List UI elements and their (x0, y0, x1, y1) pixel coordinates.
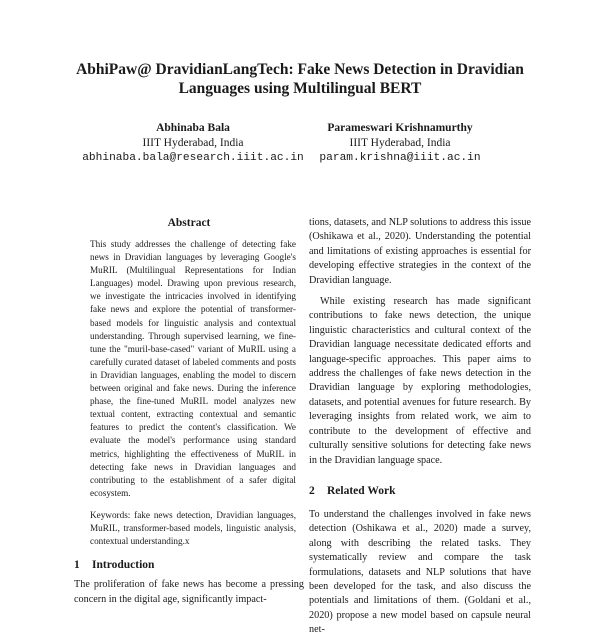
keywords: Keywords: fake news detection, Dravidian languages, MuRIL, transformer-based models, linguistic analysis, contextual understanding.x (90, 509, 296, 547)
author-email: abhinaba.bala@research.iiit.ac.in (82, 152, 304, 164)
section-title: Related Work (327, 484, 396, 497)
author-name: Abhinaba Bala (156, 122, 230, 134)
author-block-1 (78, 121, 308, 166)
author-block-2 (300, 121, 500, 166)
related-work-paragraph: To understand the challenges involved in fake news detection (Oshikawa et al., 2020) made a survey, along with describing the related tasks. They systematically review and compare the task formulations, datasets and NLP solutions that have been developed for the task, and also discuss the potentials and limitations of them. (Goldani et al., 2020) propose a new model based on capsule neural net- (309, 508, 531, 636)
abstract-heading: Abstract (167, 217, 211, 229)
intro-paragraph: The proliferation of fake news has become a pressing concern in the digital age, significantly impact- (74, 579, 304, 605)
left-column (74, 216, 304, 607)
abstract-text: This study addresses the challenge of detecting fake news in Dravidian languages by leveraging Google's MuRIL (Multilingual Representations for Indian Languages) model. Drawing upon previous research, we investigate the intricacies involved in identifying fake news and explore the potential of transformer-based models for linguistic analysis and contextual understanding. Through supervised learning, we fine-tune the "muril-base-cased" variant of MuRIL using a carefully curated dataset of labeled comments and posts in Dravidian languages, enabling the model to discern between original and fake news. During the inference phase, the fine-tuned MuRIL model analyzes new textual content, extracting contextual and semantic features to predict the content's classification. We evaluate the model's performance using standard metrics, highlighting the effectiveness of MuRIL in detecting fake news in Dravidian languages and contributing to the establishment of a safer digital ecosystem. (90, 239, 296, 498)
author-name: Parameswari Krishnamurthy (327, 122, 473, 134)
section-title: Introduction (92, 559, 155, 572)
section-heading-related-work (309, 484, 531, 498)
author-affiliation: IIIT Hyderabad, India (142, 137, 244, 149)
section-heading-introduction (74, 558, 304, 572)
right-column (309, 216, 531, 638)
author-email: param.krishna@iiit.ac.in (319, 152, 481, 164)
section-number: 2 (309, 484, 315, 497)
intro-paragraph-2: While existing research has made significant contributions to fake news detection, the unique linguistic characteristics and cultural context of the Dravidian language necessitate dedicated efforts and language-specific approaches. This paper aims to address the challenges of fake news detection in the Dravidian language by exploring methodologies, datasets, and potential avenues for future research. By leveraging insights from related work, we aim to contribute to the development of effective and culturally sensitive solutions for detecting fake news in the Dravidian language space. (309, 296, 531, 466)
paper-title: AbhiPaw@ DravidianLangTech: Fake News Detection in Dravidian Languages using Multilingual BERT (76, 61, 524, 97)
section-number: 1 (74, 559, 80, 572)
author-affiliation: IIIT Hyderabad, India (349, 137, 451, 149)
intro-continued-paragraph: tions, datasets, and NLP solutions to address this issue (Oshikawa et al., 2020). Understanding the potential and limitations of existing approaches is essential for developing effective strategies in the context of the Dravidian language. (309, 217, 531, 286)
